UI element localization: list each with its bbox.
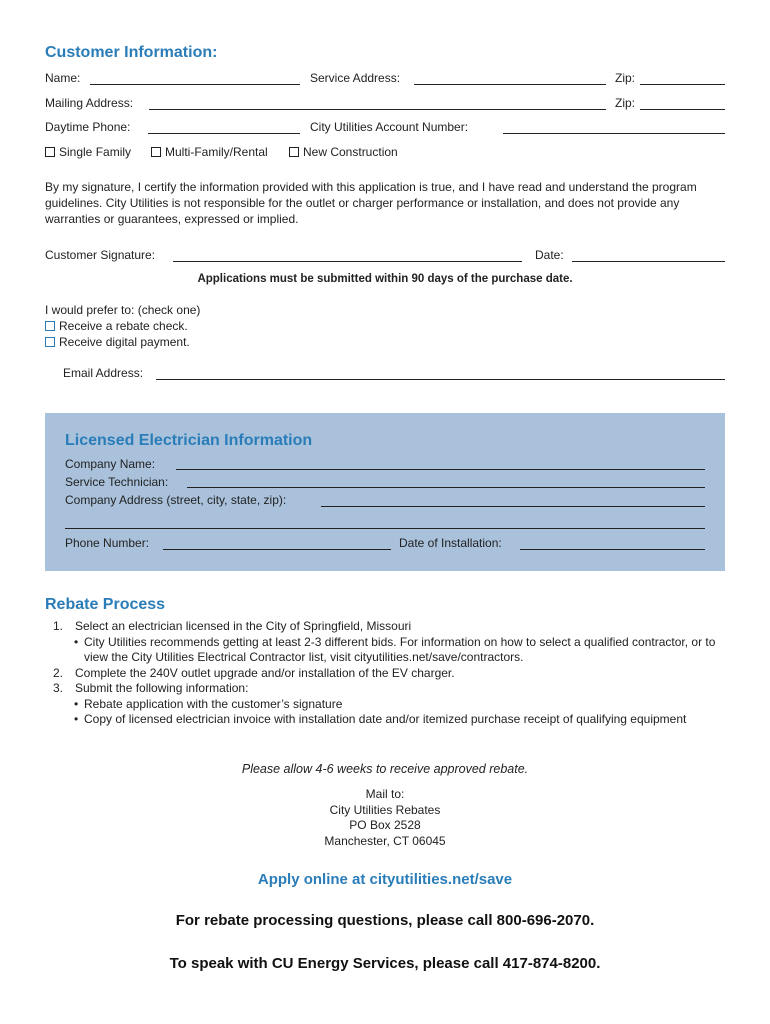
list-item: 1. Select an electrician licensed in the City of Springfield, Missouri: [53, 619, 412, 633]
account-number-label: City Utilities Account Number:: [310, 120, 469, 134]
signature-field[interactable]: [173, 261, 522, 262]
zip2-field[interactable]: [640, 109, 725, 110]
daytime-phone-label: Daytime Phone:: [45, 120, 131, 134]
checkbox[interactable]: [45, 337, 55, 347]
email-field[interactable]: [156, 379, 725, 380]
account-number-field[interactable]: [503, 133, 725, 134]
install-date-label: Date of Installation:: [399, 536, 502, 550]
phone-label: Phone Number:: [65, 536, 150, 550]
checkbox[interactable]: [45, 321, 55, 331]
mail-address: Mail to: City Utilities Rebates PO Box 2528 Manchester, CT 06045: [324, 787, 446, 848]
zip2-label: Zip:: [615, 96, 636, 110]
name-field[interactable]: [90, 84, 300, 85]
electrician-heading: Licensed Electrician Information: [65, 432, 313, 449]
rebate-heading: Rebate Process: [45, 596, 166, 613]
date-field[interactable]: [572, 261, 725, 262]
checkbox[interactable]: [45, 147, 55, 157]
service-address-label: Service Address:: [310, 71, 401, 85]
property-type-multi[interactable]: Multi-Family/Rental: [151, 145, 268, 159]
prefer-label: I would prefer to: (check one): [45, 303, 201, 317]
option-digital-payment[interactable]: Receive digital payment.: [45, 335, 190, 349]
technician-field[interactable]: [187, 487, 705, 488]
list-item: • Copy of licensed electrician invoice with installation date and/or itemized purchase receipt of qualifying equipment: [74, 712, 687, 726]
property-type-new[interactable]: New Construction: [289, 145, 398, 159]
email-label: Email Address:: [63, 366, 144, 380]
company-address-field-2[interactable]: [65, 528, 705, 529]
checkbox[interactable]: [289, 147, 299, 157]
company-address-label: Company Address (street, city, state, zip):: [65, 493, 287, 507]
daytime-phone-field[interactable]: [148, 133, 300, 134]
certification-text: By my signature, I certify the information provided with this application is true, and I have read and understand the program guidelines. City Utilities is not responsible for the outlet or charger performance or installation, and does not provide any warranties or guarantees, expressed or implied.: [45, 180, 697, 226]
list-item: 2. Complete the 240V outlet upgrade and/or installation of the EV charger.: [53, 665, 455, 680]
date-label: Date:: [535, 248, 564, 262]
service-address-field[interactable]: [414, 84, 606, 85]
signature-label: Customer Signature:: [45, 248, 156, 262]
technician-label: Service Technician:: [65, 475, 169, 489]
allow-notice: Please allow 4-6 weeks to receive approved rebate.: [241, 762, 529, 776]
list-item: • City Utilities recommends getting at least 2-3 different bids. For information on how to select a qualified contractor, or to view the City Utilities Electrical Contractor list, visit cityutilities.net/save/contractors.: [74, 634, 716, 664]
install-date-field[interactable]: [520, 549, 705, 550]
energy-services-notice: To speak with CU Energy Services, please call 417-874-8200.: [169, 955, 601, 972]
mailing-address-field[interactable]: [149, 109, 606, 110]
zip-field[interactable]: [640, 84, 725, 85]
mailing-address-label: Mailing Address:: [45, 96, 134, 110]
name-label: Name:: [45, 71, 81, 85]
questions-notice: For rebate processing questions, please call 800-696-2070.: [175, 912, 595, 929]
customer-heading: Customer Information:: [45, 44, 218, 61]
deadline-notice: Applications must be submitted within 90 days of the purchase date.: [197, 273, 573, 285]
option-rebate-check[interactable]: Receive a rebate check.: [45, 319, 188, 333]
zip-label: Zip:: [615, 71, 636, 85]
rebate-steps: [53, 619, 733, 728]
list-item: • Rebate application with the customer’s signature: [74, 696, 343, 711]
checkbox[interactable]: [151, 147, 161, 157]
list-item: 3. Submit the following information:: [53, 681, 249, 695]
company-address-field[interactable]: [321, 506, 705, 507]
phone-field[interactable]: [163, 549, 391, 550]
company-name-field[interactable]: [176, 469, 705, 470]
apply-online-link[interactable]: Apply online at cityutilities.net/save: [257, 871, 513, 888]
company-name-label: Company Name:: [65, 457, 156, 471]
property-type-single[interactable]: Single Family: [45, 145, 131, 159]
